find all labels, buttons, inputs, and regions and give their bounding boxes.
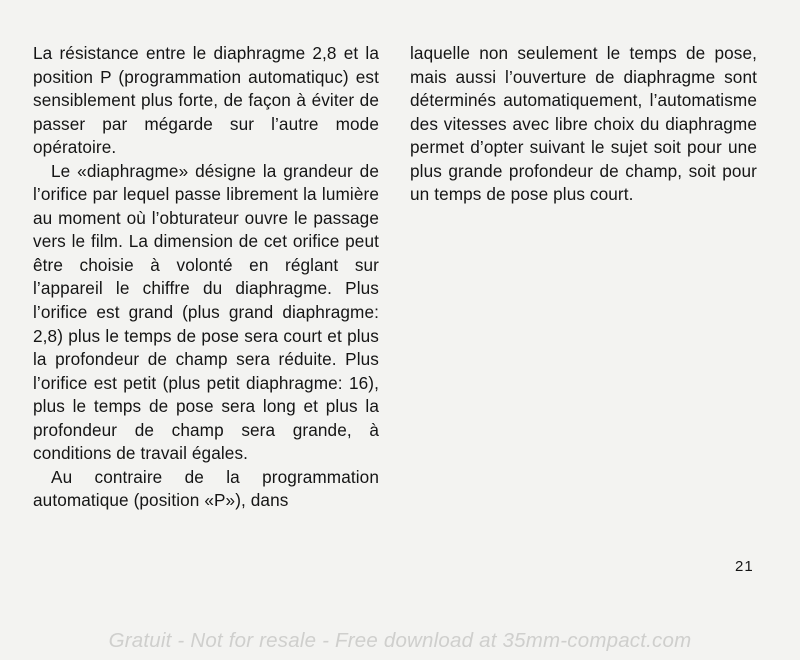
page-number: 21 [735,558,754,575]
paragraph-diaphragm-definition: Le «diaphragme» désigne la grandeur de l’orifice par lequel passe librement la lumière au moment où l’obturateur ouvre le passage vers le film. La dimension de cet orifice peut être choisie à volonté en réglant sur l’appareil le chiffre du diaphragme. Plus l’orifice est grand (plus grand diaphragme: 2,8) plus le temps de pose sera court et plus la profondeur de champ sera réduite. Plus l’orifice est petit (plus petit diaphragme: 16), plus le temps de pose sera long et plus la profondeur de champ sera grande, à conditions de travail égales. [33,160,379,464]
left-text-column [33,42,379,513]
footer-watermark: Gratuit - Not for resale - Free download at 35mm-compact.com [108,629,692,652]
paragraph-diaphragm-resistance: La résistance entre le diaphragme 2,8 et la position P (programmation automatiquc) est sensiblement plus forte, de façon à éviter de passer par mégarde sur l’autre mode opératoire. [33,43,379,158]
paragraph-continuation: laquelle non seulement le temps de pose, mais aussi l’ouverture de diaphragme sont déterminés automatiquement, l’automatisme des vitesses avec libre choix du diaphragme permet d’opter suivant le sujet soit pour une plus grande profondeur de champ, soit pour un temps de pose plus court. [410,43,757,205]
right-text-column [410,42,757,207]
paragraph-programming-contrast: Au contraire de la programmation automatique (position «P»), dans [33,466,379,511]
